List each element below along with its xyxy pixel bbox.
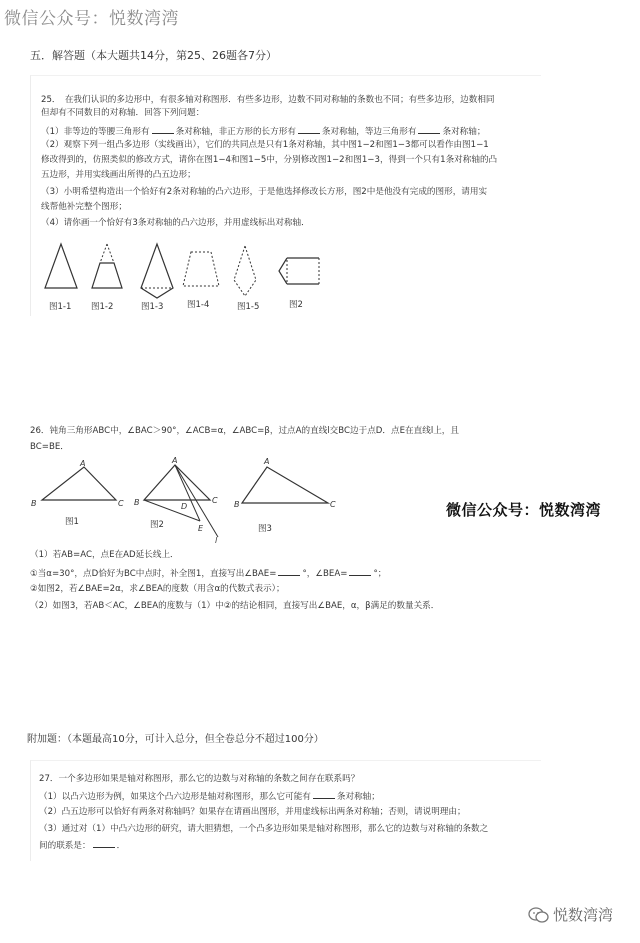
q25-card <box>30 75 541 316</box>
extra-title: 附加题：（本题最高10分，可计入总分，但全卷总分不超过100分） <box>27 734 324 745</box>
q25-line2: 但却有不同数目的对称轴．回答下列问题： <box>41 108 205 118</box>
q26-line4b: °，∠BEA= <box>302 569 348 579</box>
fig-label: 图1-4 <box>187 300 210 310</box>
q25-line9: （4）请你画一个恰好有3条对称轴的凸六边形，并用虚线标出对称轴． <box>41 218 310 228</box>
fig-label: 图1-1 <box>49 302 72 312</box>
answer-blank[interactable] <box>418 124 440 134</box>
answer-blank[interactable] <box>313 789 335 799</box>
q26-line1: 26．钝角三角形ABC中，∠BAC＞90°，∠ACB=α，∠ABC=β，过点A的直线l交BC边于点D．点E在直线l上，且 <box>30 426 459 436</box>
q26-fig3-triangle <box>242 467 328 503</box>
q26-figures <box>30 455 350 550</box>
fig-label: 图1 <box>65 517 79 527</box>
answer-blank[interactable] <box>298 124 320 134</box>
q27-line2a: （1）以凸六边形为例，如果这个凸六边形是轴对称图形，那么它可能有 <box>39 792 311 802</box>
fig1-1-triangle <box>45 244 77 288</box>
q25-line8: 线帮他补完整个图形； <box>41 202 127 212</box>
footer-logo-text: 悦数湾湾 <box>553 906 614 924</box>
fig-label: 图1-2 <box>91 302 114 312</box>
fig1-5-dashed-kite <box>234 246 256 296</box>
q27-line4: （3）通过对（1）中凸六边形的研究，请大胆猜想，一个凸多边形如果是轴对称图形，那么它的边数与对称轴的条数之 <box>39 824 489 834</box>
q25-line3d: 条对称轴； <box>442 127 486 137</box>
q25-line3a: （1）非等边的等腰三角形有 <box>41 127 150 137</box>
answer-blank[interactable] <box>349 566 371 576</box>
q25-line1: 25． 在我们认识的多边形中，有很多轴对称图形．有些多边形，边数不同对称轴的条数也不同；有些多边形，边数相同 <box>41 95 495 105</box>
section5-title: 五．解答题（本大题共14分，第25、26题各7分） <box>30 49 277 62</box>
fig-label: 图1-3 <box>141 302 164 312</box>
q25-line3c: 条对称轴，等边三角形有 <box>321 127 417 137</box>
q26-line3: （1）若AB=AC，点E在AD延长线上． <box>30 550 179 560</box>
fig-label: 图2 <box>150 520 164 530</box>
q26-line4 <box>30 566 386 580</box>
q25-line4: （2）观察下列一组凸多边形（实线画出），它们的共同点是只有1条对称轴，其中图1−2和图1−3都可以看作由图1−1 <box>41 140 489 150</box>
line-label-l: l <box>215 536 218 545</box>
point-label-c: C <box>118 499 124 508</box>
q26-fig1-triangle <box>42 467 116 500</box>
answer-blank[interactable] <box>278 566 300 576</box>
fig1-2-trapezoid <box>92 263 122 288</box>
q27-line3: （2）凸五边形可以恰好有两条对称轴吗？如果存在请画出图形，并用虚线标出两条对称轴；否则，请说明理由； <box>39 807 466 817</box>
q26-line4c: °； <box>373 569 387 579</box>
q27-line5a: 间的联系是： <box>39 841 91 851</box>
fig-label: 图3 <box>258 524 272 534</box>
wechat-icon <box>528 906 550 924</box>
q27-line5 <box>39 838 125 852</box>
side-watermark: 微信公众号：悦数湾湾 <box>446 501 602 519</box>
q25-line3 <box>41 124 485 138</box>
q27-line2 <box>39 789 380 803</box>
fig2-dashed-rect <box>287 258 319 284</box>
point-label-a: A <box>264 457 270 466</box>
fig-label: 图2 <box>289 300 303 310</box>
point-label-b: B <box>134 498 140 507</box>
q25-line7: （3）小明希望构造出一个恰好有2条对称轴的凸六边形，于是他选择修改长方形，图2中是他没有完成的图形，请用实 <box>41 187 488 197</box>
point-label-b: B <box>31 499 37 508</box>
q26-line6: （2）如图3，若AB＜AC，∠BEA的度数与（1）中②的结论相同，直接写出∠BAE，α，β满足的数量关系． <box>30 601 440 611</box>
q27-line2b: 条对称轴； <box>336 792 380 802</box>
point-label-e: E <box>198 524 204 533</box>
q25-line6: 五边形，并用实线画出所得的凸五边形； <box>41 170 196 180</box>
q25-line3b: 条对称轴，非正方形的长方形有 <box>175 127 296 137</box>
header-watermark: 微信公众号：悦数湾湾 <box>4 9 179 29</box>
q25-line5: 修改得到的，仿照类似的修改方式，请你在图1−4和图1−5中，分别修改图1−2和图1−3，得到一个只有1条对称轴的凸 <box>41 155 498 165</box>
point-label-c: C <box>330 500 336 509</box>
q26-line4a: ①当α=30°，点D恰好为BC中点时，补全图1，直接写出∠BAE= <box>30 569 277 579</box>
fig2-partial-hexagon <box>279 258 287 284</box>
point-label-d: D <box>181 502 188 511</box>
fig1-3-kite <box>141 244 173 298</box>
fig-label: 图1-5 <box>237 302 260 312</box>
q27-card <box>30 760 541 861</box>
fig1-2-dashed-apex <box>100 244 107 263</box>
q27-line1: 27．一个多边形如果是轴对称图形，那么它的边数与对称轴的条数之间存在联系吗？ <box>39 774 360 784</box>
q26-line5: ②如图2，若∠BAE=2α，求∠BEA的度数（用含α的代数式表示）； <box>30 584 285 594</box>
answer-blank[interactable] <box>93 838 115 848</box>
point-label-a: A <box>80 459 86 468</box>
point-label-c: C <box>212 496 218 505</box>
answer-blank[interactable] <box>152 124 174 134</box>
q26-line2: BC=BE． <box>30 442 69 452</box>
point-label-a: A <box>172 456 178 465</box>
q27-line5b: ． <box>116 841 126 851</box>
point-label-b: B <box>234 500 240 509</box>
fig1-4-dashed-trapezoid <box>183 252 219 286</box>
